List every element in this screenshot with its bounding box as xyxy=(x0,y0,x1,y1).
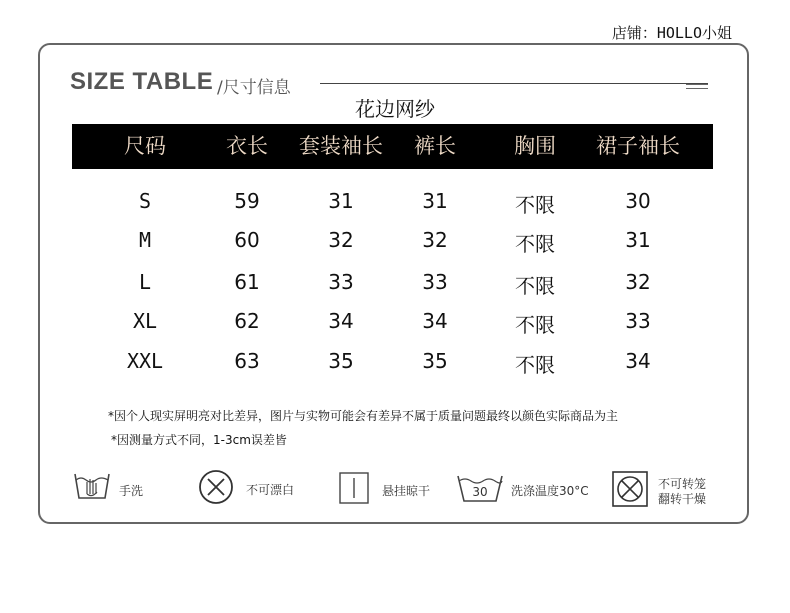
table-cell-r0-c5: 30 xyxy=(625,189,651,213)
table-cell-r3-c0: XL xyxy=(132,309,158,333)
table-cell-r1-c5: 31 xyxy=(625,228,651,252)
table-cell-r1-c1: 60 xyxy=(234,228,260,252)
header-size: 尺码 xyxy=(124,134,166,158)
no-tumble-label-1: 不可转笼 xyxy=(658,477,707,491)
no-bleach-label: 不可漂白 xyxy=(246,483,295,497)
table-cell-r2-c1: 61 xyxy=(234,270,260,294)
table-cell-r2-c4: 不限 xyxy=(515,274,555,298)
table-cell-r2-c3: 33 xyxy=(422,270,448,294)
header-pants-length: 裤长 xyxy=(414,134,456,158)
table-cell-r0-c0: S xyxy=(138,189,152,213)
table-header xyxy=(72,124,713,169)
table-cell-r2-c5: 32 xyxy=(625,270,651,294)
no-tumble-dry-icon xyxy=(612,471,648,507)
table-cell-r1-c4: 不限 xyxy=(515,232,555,256)
table-cell-r4-c2: 35 xyxy=(328,349,354,373)
table-cell-r4-c3: 35 xyxy=(422,349,448,373)
table-cell-r3-c5: 33 xyxy=(625,309,651,333)
table-cell-r0-c1: 59 xyxy=(234,189,260,213)
header-dress-sleeve: 裙子袖长 xyxy=(596,134,680,158)
title-chinese: /尺寸信息 xyxy=(217,78,291,98)
table-cell-r0-c4: 不限 xyxy=(515,193,555,217)
table-cell-r3-c4: 不限 xyxy=(515,313,555,337)
table-cell-r4-c4: 不限 xyxy=(515,353,555,377)
hang-dry-label: 悬挂晾干 xyxy=(382,484,431,498)
header-length: 衣长 xyxy=(226,134,268,158)
table-cell-r4-c1: 63 xyxy=(234,349,260,373)
table-cell-r2-c2: 33 xyxy=(328,270,354,294)
note-color: *因个人现实屏明亮对比差异，图片与实物可能会有差异不属于质量问题最终以颜色实际商品为主 xyxy=(108,409,619,423)
table-cell-r4-c0: XXL xyxy=(126,349,164,373)
table-cell-r3-c2: 34 xyxy=(328,309,354,333)
title-english: SIZE TABLE xyxy=(70,68,214,95)
table-cell-r4-c5: 34 xyxy=(625,349,651,373)
table-cell-r1-c2: 32 xyxy=(328,228,354,252)
table-cell-r2-c0: L xyxy=(138,270,152,294)
table-cell-r3-c3: 34 xyxy=(422,309,448,333)
note-measure: *因测量方式不同，1-3cm误差皆 xyxy=(111,433,287,447)
hang-dry-icon xyxy=(339,472,369,504)
wash-temp-icon xyxy=(456,472,504,504)
no-bleach-icon xyxy=(198,469,234,505)
title-divider xyxy=(320,83,708,84)
header-bust: 胸围 xyxy=(514,134,556,158)
wash-temp-icon-text: 30 xyxy=(472,485,488,499)
no-tumble-label-2: 翻转干燥 xyxy=(658,492,707,506)
product-subtitle: 花边网纱 xyxy=(355,97,435,121)
header-set-sleeve: 套装袖长 xyxy=(299,134,383,158)
table-cell-r1-c0: M xyxy=(138,228,152,252)
table-cell-r0-c2: 31 xyxy=(328,189,354,213)
table-cell-r3-c1: 62 xyxy=(234,309,260,333)
hand-wash-label: 手洗 xyxy=(119,484,144,498)
hand-wash-icon xyxy=(73,470,111,502)
table-cell-r0-c3: 31 xyxy=(422,189,448,213)
wash-temp-label: 洗涤温度30°C xyxy=(511,484,589,498)
table-cell-r1-c3: 32 xyxy=(422,228,448,252)
store-name: 店铺：HOLLO小姐 xyxy=(611,24,732,42)
